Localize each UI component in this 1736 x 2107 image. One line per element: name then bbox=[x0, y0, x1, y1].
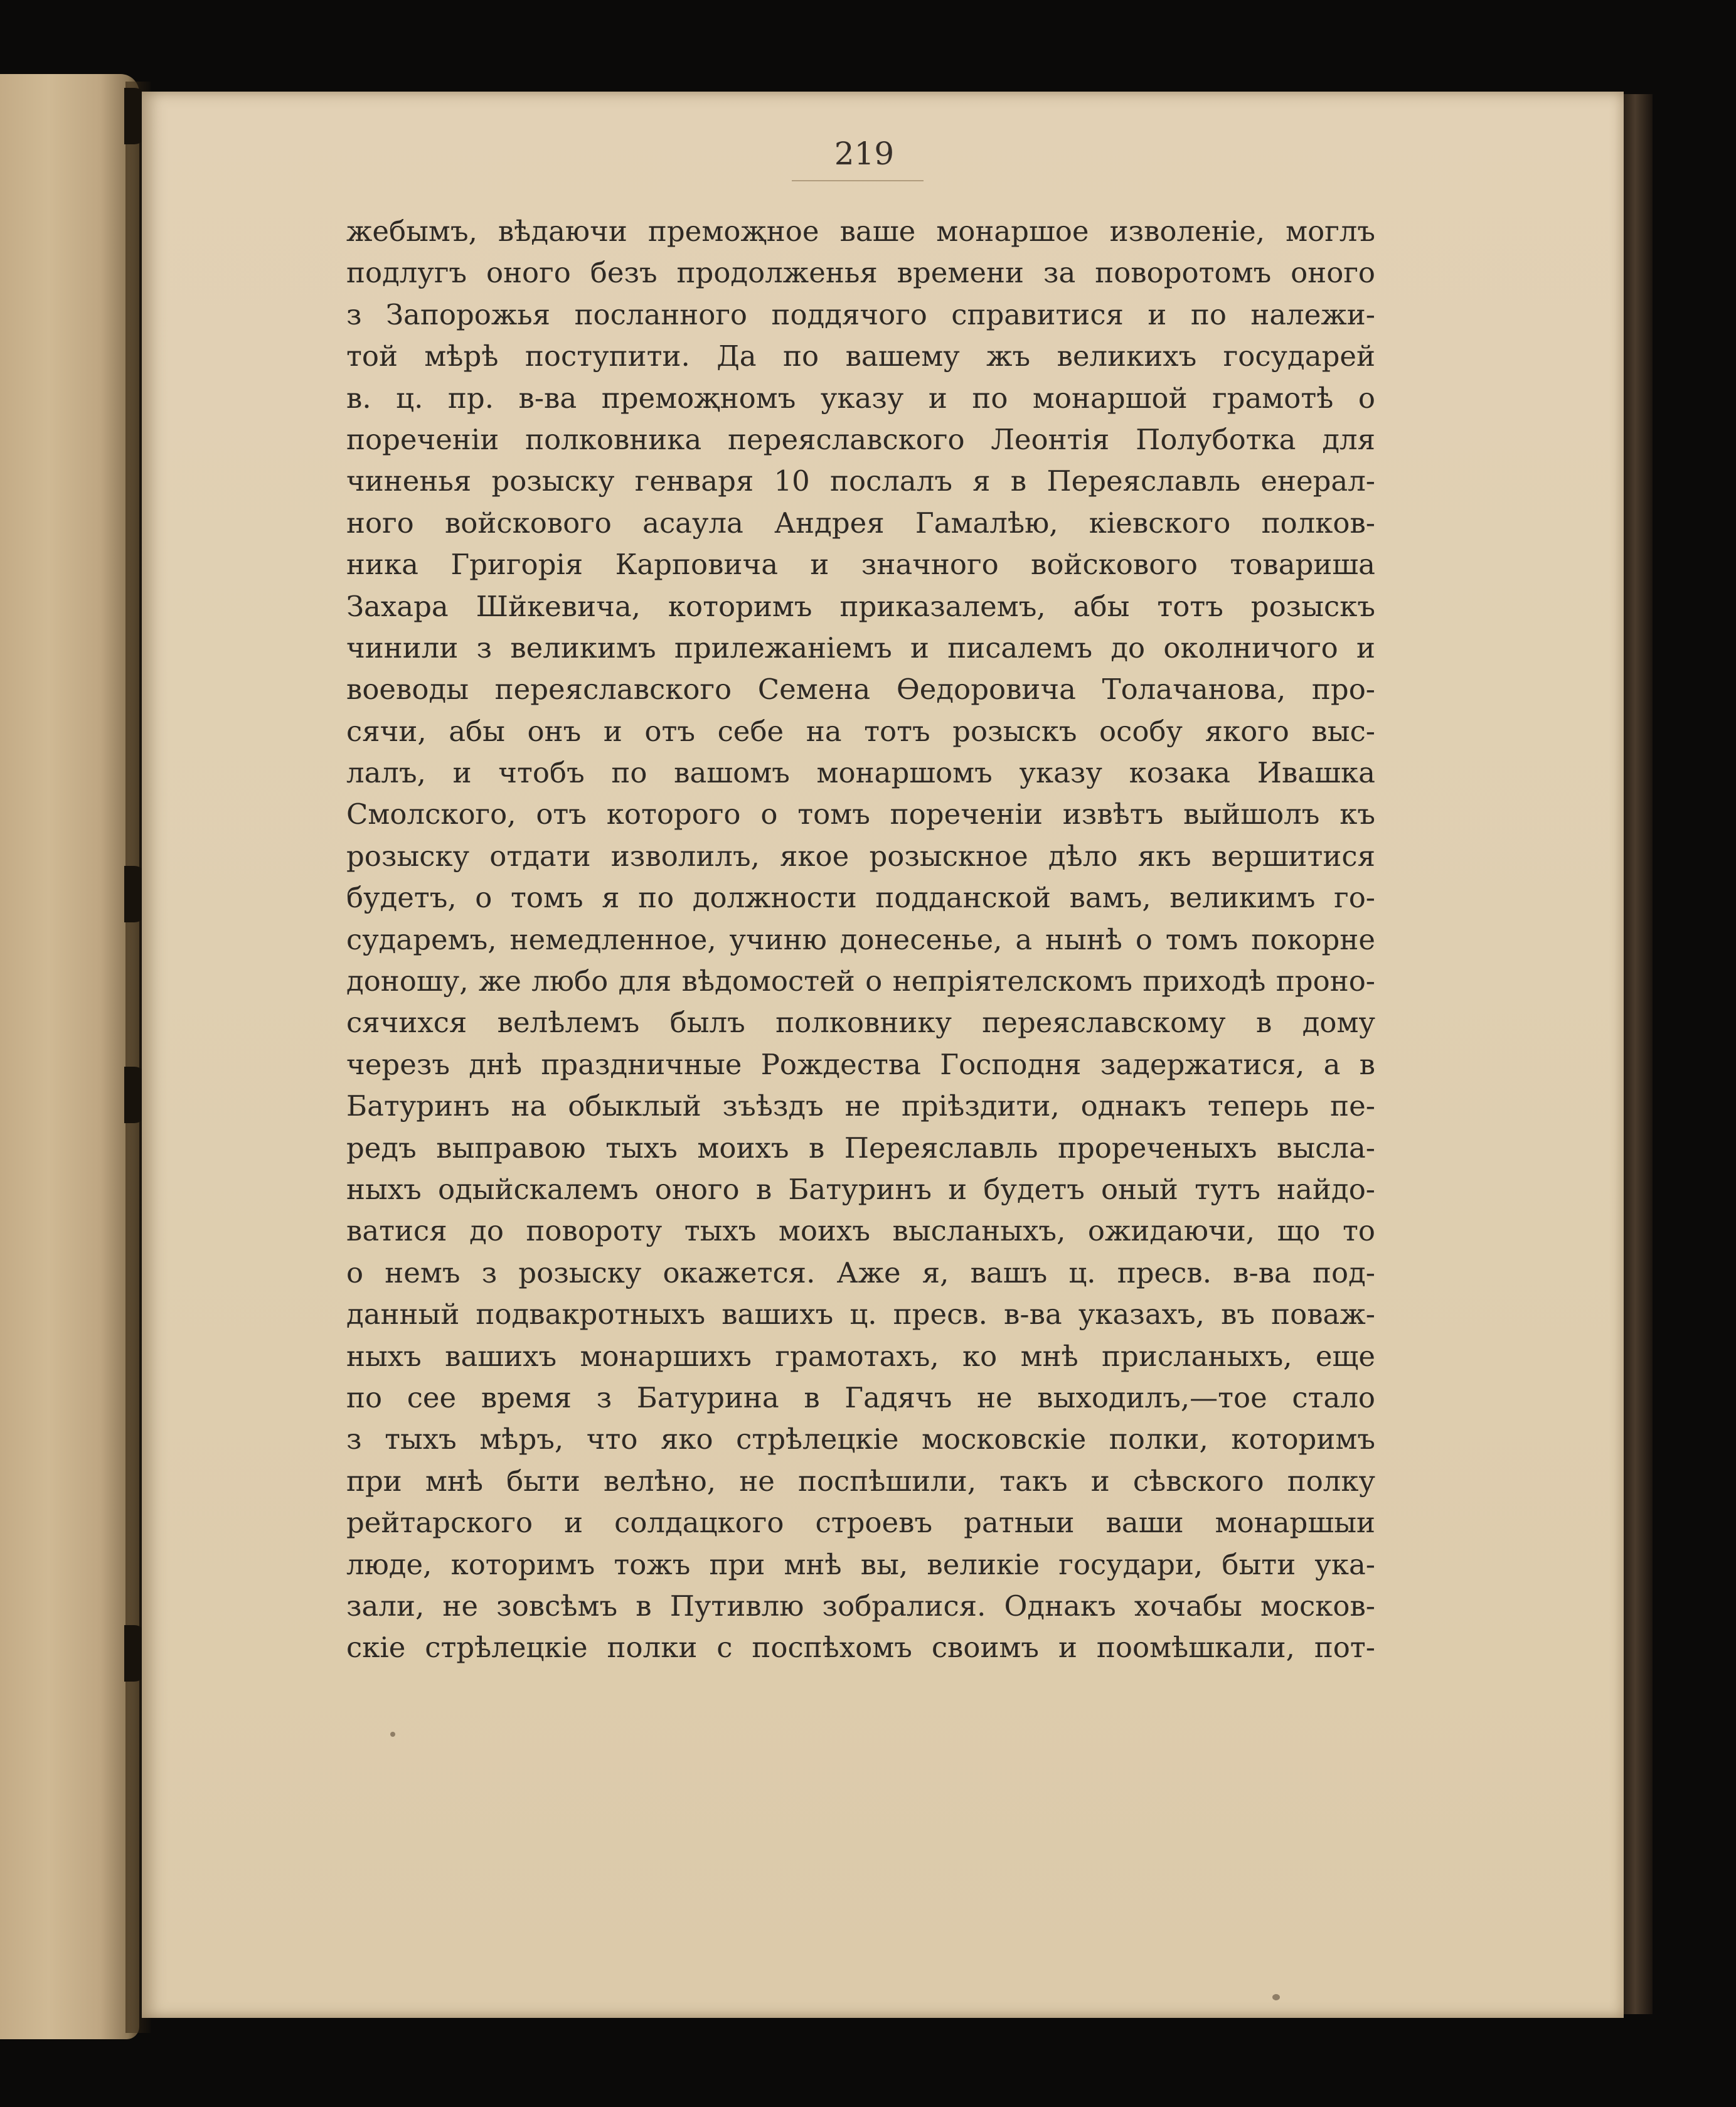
text-line: подлугъ оного безъ продолженья времени за поворотомъ оного bbox=[346, 256, 1375, 290]
text-line: данный подвакротныхъ вашихъ ц. пресв. в-ва указахъ, въ поваж- bbox=[346, 1298, 1375, 1331]
text-line: о немъ з розыску окажется. Аже я, вашъ ц. пресв. в-ва под- bbox=[346, 1256, 1375, 1289]
left-page-edge bbox=[0, 74, 139, 2039]
text-line: редъ выправою тыхъ моихъ в Переяславль прореченыхъ высла- bbox=[346, 1131, 1375, 1165]
text-line: ника Григорія Карповича и значного войскового товариша bbox=[346, 548, 1375, 582]
header-rule bbox=[792, 180, 924, 181]
text-line: пореченіи полковника переяславского Леонтія Полуботка для bbox=[346, 422, 1375, 456]
text-line: той мѣрѣ поступити. Да по вашему жъ великихъ государей bbox=[346, 339, 1375, 373]
text-line: ныхъ вашихъ монаршихъ грамотахъ, ко мнѣ присланыхъ, еще bbox=[346, 1339, 1375, 1373]
text-line: Захара Шйкевича, которимъ приказалемъ, абы тотъ розыскъ bbox=[346, 589, 1375, 623]
page-number: 219 bbox=[834, 136, 895, 172]
text-line: лалъ, и чтобъ по вашомъ монаршомъ указу козака Ивашка bbox=[346, 756, 1375, 790]
text-line: будетъ, о томъ я по должности подданской вамъ, великимъ го- bbox=[346, 881, 1375, 915]
paper-speck bbox=[390, 1732, 395, 1737]
text-line: сударемъ, немедленное, учиню донесенье, а нынѣ о томъ покорне bbox=[346, 922, 1375, 956]
text-line: з тыхъ мѣръ, что яко стрѣлецкіе московскіе полки, которимъ bbox=[346, 1422, 1375, 1456]
text-line: скіе стрѣлецкіе полки с поспѣхомъ своимъ и поомѣшкали, пот- bbox=[346, 1631, 1375, 1665]
text-line: доношу, же любо для вѣдомостей о непріятелскомъ приходѣ проно- bbox=[346, 964, 1375, 998]
text-line: воеводы переяславского Семена Өедоровича Толачанова, про- bbox=[346, 673, 1375, 707]
text-line: чинили з великимъ прилежаніемъ и писалемъ до околничого и bbox=[346, 631, 1375, 664]
text-line: сячи, абы онъ и отъ себе на тотъ розыскъ особу якого выс- bbox=[346, 714, 1375, 748]
text-line: жебымъ, вѣдаючи премоҗное ваше монаршое изволеніе, моглъ bbox=[346, 215, 1375, 248]
text-line: з Запорожья посланного поддячого справитися и по належи- bbox=[346, 297, 1375, 331]
text-line: люде, которимъ тожъ при мнѣ вы, великіе государи, быти ука- bbox=[346, 1547, 1375, 1581]
text-line: при мнѣ быти велѣно, не поспѣшили, такъ и сѣвского полку bbox=[346, 1464, 1375, 1498]
text-line: ного войскового асаула Андрея Гамалѣю, кіевского полков- bbox=[346, 506, 1375, 540]
text-line: ватися до повороту тыхъ моихъ высланыхъ, ожидаючи, що то bbox=[346, 1214, 1375, 1248]
text-line: ныхъ одыйскалемъ оного в Батуринъ и будетъ оный тутъ найдо- bbox=[346, 1172, 1375, 1206]
right-book-edge bbox=[1624, 94, 1653, 2014]
text-line: рейтарского и солдацкого строевъ ратныи ваши монаршыи bbox=[346, 1506, 1375, 1540]
text-line: по сее время з Батурина в Гадячъ не выходилъ,—тое стало bbox=[346, 1380, 1375, 1414]
body-text bbox=[346, 211, 1375, 1669]
text-line: чиненья розыску генваря 10 послалъ я в Переяславль енерал- bbox=[346, 464, 1375, 498]
text-line: розыску отдати изволилъ, якое розыскное дѣло якъ вершитися bbox=[346, 839, 1375, 873]
paper-speck bbox=[1272, 1994, 1280, 2000]
text-line: сячихся велѣлемъ былъ полковнику переяславскому в дому bbox=[346, 1006, 1375, 1040]
text-line: зали, не зовсѣмъ в Путивлю зобралися. Однакъ хочабы москов- bbox=[346, 1589, 1375, 1623]
text-line: черезъ днѣ праздничные Рождества Господня задержатися, а в bbox=[346, 1047, 1375, 1081]
text-line: Смолского, отъ которого о томъ пореченіи извѣтъ выйшолъ къ bbox=[346, 797, 1375, 831]
text-line: в. ц. пр. в-ва премоҗномъ указу и по монаршой грамотѣ о bbox=[346, 381, 1375, 415]
text-line: Батуринъ на обыклый зъѣздъ не пріѣздити, однакъ теперь пе- bbox=[346, 1089, 1375, 1123]
